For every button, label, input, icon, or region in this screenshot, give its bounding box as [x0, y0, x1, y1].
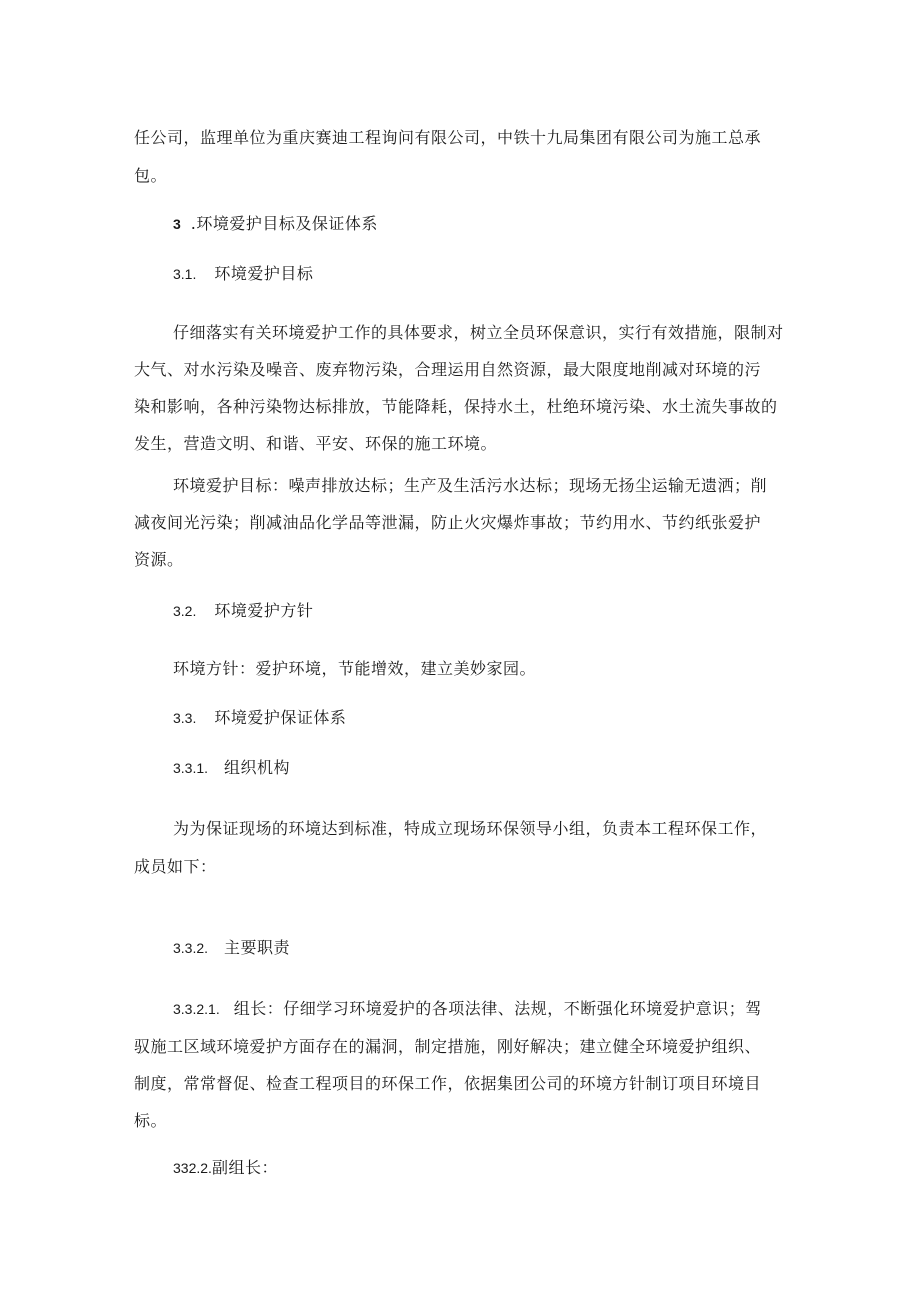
- item-3-3-2-1-number: 3.3.2.1.: [173, 1001, 220, 1017]
- para-5-line-2: 驭施工区域环境爱护方面存在的漏洞，制定措施，刚好解决；建立健全环境爱护组织、: [134, 1037, 762, 1056]
- para-1-line-2: 大气、对水污染及噪音、废弃物污染，合理运用自然资源，最大限度地削减对环境的污: [134, 360, 762, 379]
- section-3-2-number: 3.2.: [173, 603, 197, 619]
- section-3-3-2-number: 3.3.2.: [173, 940, 209, 956]
- para-5-line-1: [173, 997, 762, 1021]
- para-1-line-4: 发生，营造文明、和谐、平安、环保的施工环境。: [134, 434, 498, 453]
- section-3-2-title: 环境爱护方针: [214, 601, 314, 620]
- section-3-1-number: 3.1.: [173, 266, 197, 282]
- section-3-1-heading: [173, 262, 313, 286]
- para-5-line-3: 制度，常常督促、检查工程项目的环保工作，依据集团公司的环境方针制订项目环境目: [134, 1074, 762, 1093]
- section-3-3-1-title: 组织机构: [224, 758, 291, 777]
- section-3-3-title: 环境爱护保证体系: [214, 708, 347, 727]
- section-3-title: .环境爱护目标及保证体系: [190, 214, 378, 233]
- section-3-1-title: 环境爱护目标: [214, 264, 314, 283]
- section-3-3-2-heading: [173, 936, 290, 960]
- item-3-3-2-1-text: 组长：仔细学习环境爱护的各项法律、法规，不断强化环境爱护意识；驾: [233, 999, 762, 1018]
- section-3-3-2-title: 主要职责: [224, 938, 291, 957]
- para-1-line-1: 仔细落实有关环境爱护工作的具体要求，树立全员环保意识，实行有效措施，限制对: [173, 323, 784, 342]
- para-4-line-2: 成员如下：: [134, 857, 217, 876]
- para-6-line-1: [173, 1156, 278, 1180]
- para-5-line-4: 标。: [134, 1111, 168, 1130]
- para-3-line-1: 环境方针：爱护环境，节能增效，建立美妙家园。: [173, 659, 537, 678]
- section-3-3-1-number: 3.3.1.: [173, 760, 209, 776]
- intro-line-2: 包。: [134, 166, 168, 185]
- intro-line-1: 任公司，监理单位为重庆赛迪工程询问有限公司，中铁十九局集团有限公司为施工总承: [134, 128, 762, 147]
- para-1-line-3: 染和影响，各种污染物达标排放，节能降耗，保持水土，杜绝环境污染、水土流失事故的: [134, 397, 778, 416]
- item-3-3-2-2-number: 332.2.: [173, 1160, 212, 1176]
- para-4-line-1: 为为保证现场的环境达到标准，特成立现场环保领导小组，负责本工程环保工作，: [173, 819, 768, 838]
- section-3-3-number: 3.3.: [173, 710, 197, 726]
- para-2-line-3: 资源。: [134, 550, 184, 569]
- section-3-number: 3: [173, 216, 181, 232]
- section-3-3-heading: [173, 706, 346, 730]
- para-2-line-2: 减夜间光污染；削减油品化学品等泄漏，防止火灾爆炸事故；节约用水、节约纸张爱护: [134, 513, 762, 532]
- section-3-3-1-heading: [173, 756, 290, 780]
- section-3-2-heading: [173, 599, 313, 623]
- para-2-line-1: 环境爱护目标：噪声排放达标；生产及生活污水达标；现场无扬尘运输无遗洒；削: [173, 476, 768, 495]
- item-3-3-2-2-text: 副组长：: [211, 1158, 278, 1177]
- section-3-heading: [173, 212, 378, 236]
